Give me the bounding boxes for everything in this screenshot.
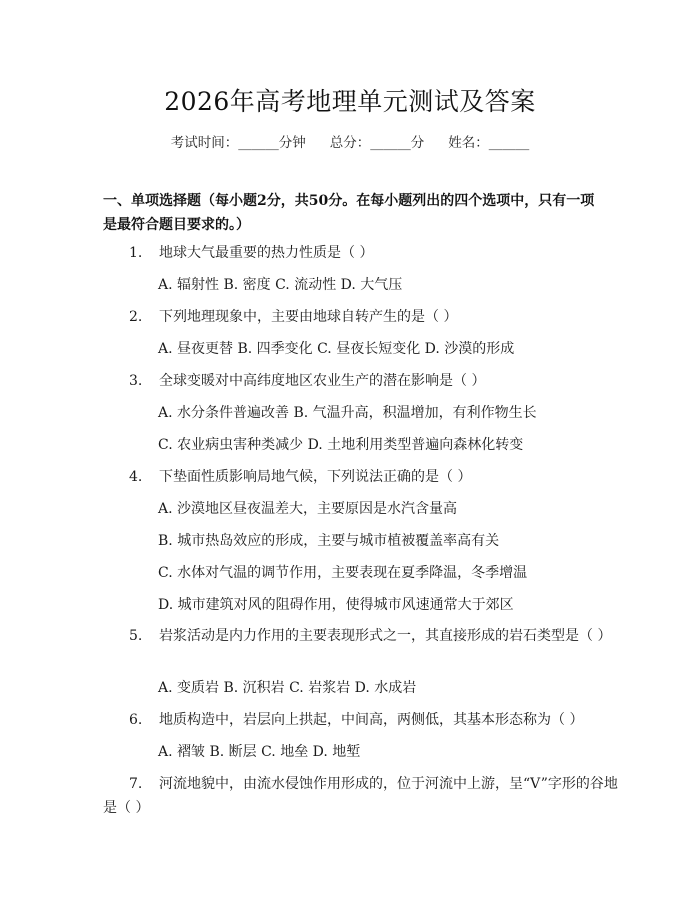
page-title: 2026年高考地理单元测试及答案 bbox=[164, 87, 536, 116]
question-number: 1. bbox=[129, 245, 143, 261]
question-stem: 河流地貌中，由流水侵蚀作用形成的，位于河流中上游，呈“V”字形的谷地是（ ） bbox=[103, 776, 618, 816]
question-7 bbox=[103, 772, 623, 820]
section-heading: 一、单项选择题（每小题2分，共50分。在每小题列出的四个选项中，只有一项是最符合题目要求的。） bbox=[103, 193, 595, 233]
exam-meta-row bbox=[0, 131, 700, 151]
question-number: 5. bbox=[129, 628, 143, 644]
question-3-option-line-2: C. 农业病虫害种类减少 D. 土地利用类型普遍向森林化转变 bbox=[158, 437, 524, 453]
question-number: 2. bbox=[129, 309, 143, 325]
question-4-option-a: A. 沙漠地区昼夜温差大，主要原因是水汽含量高 bbox=[158, 501, 458, 517]
question-2-options: A. 昼夜更替 B. 四季变化 C. 昼夜长短变化 D. 沙漠的形成 bbox=[158, 341, 515, 357]
question-1-options: A. 辐射性 B. 密度 C. 流动性 D. 大气压 bbox=[158, 277, 403, 293]
question-6 bbox=[129, 709, 583, 731]
question-6-options: A. 褶皱 B. 断层 C. 地垒 D. 地堑 bbox=[158, 744, 361, 760]
name-blank: ______ bbox=[488, 135, 530, 151]
question-stem: 岩浆活动是内力作用的主要表现形式之一，其直接形成的岩石类型是（ ） bbox=[159, 628, 612, 644]
question-stem: 地质构造中，岩层向上拱起，中间高，两侧低，其基本形态称为（ ） bbox=[159, 712, 584, 728]
question-4-option-d: D. 城市建筑对风的阻碍作用，使得城市风速通常大于郊区 bbox=[158, 597, 514, 613]
question-number: 4. bbox=[129, 469, 143, 485]
question-4-option-b: B. 城市热岛效应的形成，主要与城市植被覆盖率高有关 bbox=[158, 533, 500, 549]
question-number: 3. bbox=[129, 373, 143, 389]
question-1 bbox=[129, 242, 373, 264]
score-unit: 分 bbox=[410, 135, 425, 151]
question-stem: 地球大气最重要的热力性质是（ ） bbox=[159, 245, 374, 261]
question-3-option-line-1: A. 水分条件普遍改善 B. 气温升高，积温增加，有利作物生长 bbox=[158, 405, 537, 421]
time-label: 考试时间： bbox=[170, 135, 239, 151]
question-stem: 下列地理现象中，主要由地球自转产生的是（ ） bbox=[159, 309, 458, 325]
question-3 bbox=[129, 370, 485, 392]
name-label: 姓名： bbox=[448, 135, 489, 151]
question-number: 6. bbox=[129, 712, 143, 728]
question-stem: 下垫面性质影响局地气候，下列说法正确的是（ ） bbox=[159, 469, 472, 485]
time-unit: 分钟 bbox=[278, 135, 306, 151]
score-blank: ______ bbox=[370, 135, 411, 151]
question-5-options: A. 变质岩 B. 沉积岩 C. 岩浆岩 D. 水成岩 bbox=[158, 680, 417, 696]
question-5 bbox=[103, 624, 623, 648]
question-4 bbox=[129, 466, 471, 488]
question-number: 7. bbox=[129, 776, 143, 792]
question-2 bbox=[129, 306, 457, 328]
question-4-option-c: C. 水体对气温的调节作用，主要表现在夏季降温，冬季增温 bbox=[158, 565, 528, 581]
question-stem: 全球变暖对中高纬度地区农业生产的潜在影响是（ ） bbox=[159, 373, 486, 389]
score-label: 总分： bbox=[329, 135, 371, 151]
time-blank: ______ bbox=[238, 135, 279, 151]
